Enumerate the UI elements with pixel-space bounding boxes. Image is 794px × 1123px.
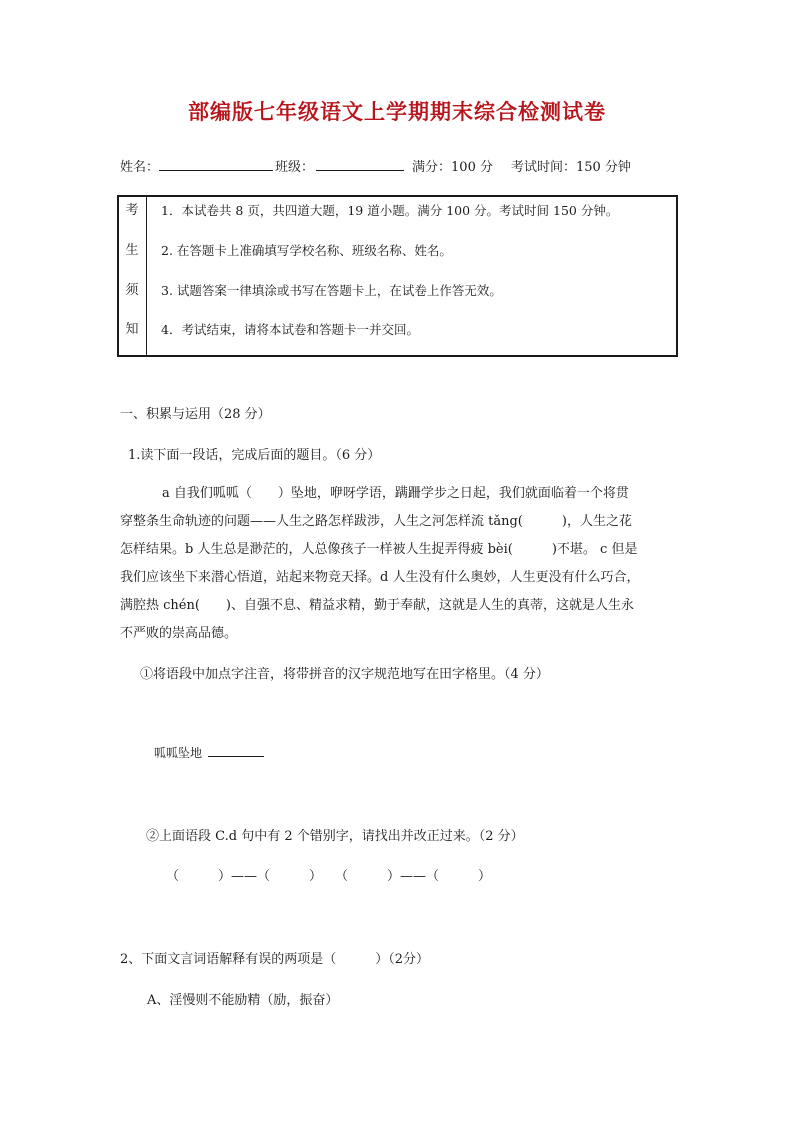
notice-rule-2: 2. 在答题卡上准确填写学校名称、班级名称、姓名。 <box>161 243 452 258</box>
score-label: 满分：100 分 <box>412 160 493 175</box>
notice-rule-3: 3. 试题答案一律填涂或书写在答题卡上，在试卷上作答无效。 <box>161 283 502 298</box>
pinyin-item-word: 呱呱坠地 <box>154 746 203 760</box>
passage-line: a 自我们呱呱（ ）坠地，咿呀学语，蹒跚学步之日起，我们就面临着一个将贯 <box>162 486 629 501</box>
notice-label-char: 生 <box>125 243 139 258</box>
passage-line: 满腔热 chén( )、自强不息、精益求精，勤于奉献，这就是人生的真蒂，这就是人生永 <box>120 598 634 613</box>
notice-rule-4: 4．考试结束，请将本试卷和答题卡一并交回。 <box>161 322 419 337</box>
name-label: 姓名： <box>120 160 160 175</box>
time-label: 考试时间：150 分钟 <box>510 160 631 175</box>
exam-notice-box <box>117 195 678 357</box>
sub-question-1: ①将语段中加点字注音，将带拼音的汉字规范地写在田字格里。（4 分） <box>140 667 549 682</box>
class-blank[interactable] <box>316 158 404 171</box>
page-title: 部编版七年级语文上学期期末综合检测试卷 <box>188 100 606 124</box>
class-label: 班级： <box>275 160 315 175</box>
question-1-prompt: 1.读下面一段话，完成后面的题目。（6 分） <box>128 448 381 463</box>
notice-rule-1: 1．本试卷共 8 页，共四道大题，19 道小题。满分 100 分。考试时间 150 分钟。 <box>161 203 619 218</box>
notice-label-column <box>119 197 147 355</box>
section-heading: 一、积累与运用（28 分） <box>120 407 271 422</box>
notice-label-char: 须 <box>125 283 139 298</box>
passage-line: 我们应该坐下来潜心悟道，站起来物竞天择。d 人生没有什么奥妙，人生更没有什么巧合， <box>120 570 640 585</box>
pinyin-answer-blank[interactable] <box>208 744 264 757</box>
passage-line: 不严败的崇高品德。 <box>120 626 238 641</box>
question-2-option-a: A、淫慢则不能励精（励，振奋） <box>147 993 339 1008</box>
notice-label-char: 知 <box>125 322 139 337</box>
passage-line: 穿整条生命轨迹的问题——人生之路怎样跋涉，人生之河怎样流 tǎng( )，人生之花 <box>120 514 632 529</box>
name-blank[interactable] <box>159 158 273 171</box>
question-1-passage <box>120 480 680 648</box>
correction-blanks[interactable]: （ ）——（ ） （ ）——（ ） <box>166 869 492 884</box>
sub-question-2: ②上面语段 C.d 句中有 2 个错别字，请找出并改正过来。（2 分） <box>146 829 524 844</box>
pinyin-item <box>154 744 264 761</box>
passage-line: 怎样结果。b 人生总是渺茫的，人总像孩子一样被人生捉弄得疲 bèi( )不堪。 c 但是 <box>120 542 638 557</box>
notice-label-char: 考 <box>125 203 139 218</box>
question-2-prompt: 2、下面文言词语解释有误的两项是（ ）（2分） <box>120 952 430 967</box>
student-info-line <box>120 156 631 175</box>
